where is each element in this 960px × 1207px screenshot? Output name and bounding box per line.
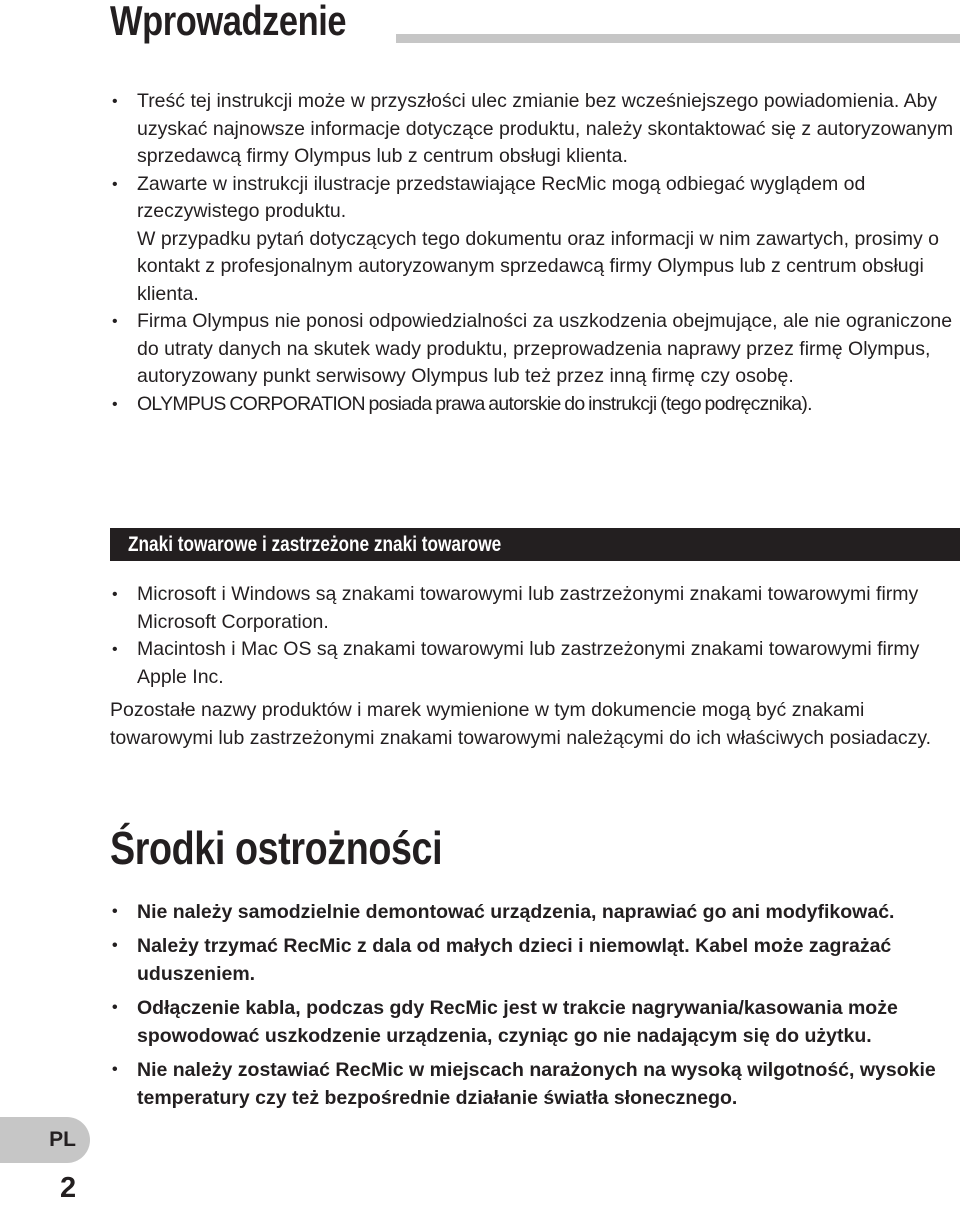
bullet-icon: • bbox=[112, 175, 118, 193]
list-item bbox=[110, 1056, 960, 1112]
language-label: PL bbox=[49, 1128, 76, 1151]
bullet-icon: • bbox=[112, 1061, 118, 1078]
list-item bbox=[110, 898, 960, 926]
bullet-icon: • bbox=[112, 313, 118, 330]
trademarks-bullet-list bbox=[110, 581, 960, 691]
intro-bullet-list bbox=[110, 88, 960, 418]
bullet-text: Nie należy samodzielnie demontować urządzenia, naprawiać go ani modyfikować. bbox=[137, 901, 895, 923]
list-item bbox=[110, 391, 960, 419]
bullet-icon: • bbox=[112, 93, 118, 110]
section-title-intro: Wprowadzenie bbox=[110, 0, 347, 44]
bullet-text: W przypadku pytań dotyczących tego dokumentu oraz informacji w nim zawartych, prosimy o kontakt z profesjonalnym autoryzowanym sprzedawcą firmy Olympus lub z centrum obsługi klienta. bbox=[137, 227, 939, 305]
bullet-text: Zawarte w instrukcji ilustracje przedstawiające RecMic mogą odbiegać wyglądem od rzeczywistego produktu. bbox=[137, 172, 866, 222]
list-item bbox=[110, 308, 960, 391]
list-item bbox=[110, 88, 960, 171]
bullet-text: Treść tej instrukcji może w przyszłości ulec zmianie bez wcześniejszego powiadomienia. Aby uzyskać najnowsze informacje dotyczące produktu, należy skontaktować się z autoryzowanym sprzedawcą firmy Olympus lub z centrum obsługi klienta. bbox=[137, 90, 954, 167]
bullet-text: OLYMPUS CORPORATION posiada prawa autorskie do instrukcji (tego podręcznika). bbox=[137, 392, 812, 415]
bullet-icon: • bbox=[112, 641, 118, 658]
trademarks-paragraph: Pozostałe nazwy produktów i marek wymienione w tym dokumencie mogą być znakami towarowymi lub zastrzeżonymi znakami towarowymi należącymi do ich właściwych posiadaczy. bbox=[110, 699, 932, 749]
list-item bbox=[110, 932, 960, 988]
section-title-safety: Środki ostrożności bbox=[110, 822, 443, 874]
language-tab bbox=[0, 1117, 90, 1163]
bullet-icon: • bbox=[112, 999, 118, 1016]
bullet-text: Nie należy zostawiać RecMic w miejscach narażonych na wysoką wilgotność, wysokie temperatury czy też bezpośrednie działanie światła słonecznego. bbox=[137, 1059, 936, 1109]
page-number: 2 bbox=[60, 1172, 77, 1204]
safety-bullet-list bbox=[110, 898, 960, 1118]
list-item bbox=[110, 171, 960, 226]
trademarks-banner bbox=[110, 528, 960, 561]
bullet-text: Odłączenie kabla, podczas gdy RecMic jest w trakcie nagrywania/kasowania może spowodować uszkodzenie urządzenia, czyniąc go nie nadającym się do użytku. bbox=[137, 997, 898, 1047]
bullet-icon: • bbox=[112, 395, 118, 413]
heading-rule bbox=[396, 34, 960, 43]
bullet-text: Firma Olympus nie ponosi odpowiedzialności za uszkodzenia obejmujące, ale nie ograniczone do utraty danych na skutek wady produktu, przeprowadzenia naprawy przez firmę Olympus, autoryzowany punkt serwisowy Olympus lub też przez inną firmę czy osobę. bbox=[137, 310, 953, 387]
list-item bbox=[110, 994, 960, 1050]
bullet-icon: • bbox=[112, 586, 118, 603]
bullet-text: Microsoft i Windows są znakami towarowymi lub zastrzeżonymi znakami towarowymi firmy Microsoft Corporation. bbox=[137, 583, 919, 633]
list-item bbox=[110, 226, 960, 309]
list-item bbox=[110, 581, 960, 636]
bullet-icon: • bbox=[112, 903, 118, 920]
bullet-text: Macintosh i Mac OS są znakami towarowymi lub zastrzeżonymi znakami towarowymi firmy Apple Inc. bbox=[137, 638, 920, 688]
bullet-text: Należy trzymać RecMic z dala od małych dzieci i niemowląt. Kabel może zagrażać uduszeniem. bbox=[137, 935, 892, 985]
bullet-icon: • bbox=[112, 937, 118, 954]
list-item bbox=[110, 636, 960, 691]
section-title-trademarks: Znaki towarowe i zastrzeżone znaki towarowe bbox=[128, 533, 502, 556]
